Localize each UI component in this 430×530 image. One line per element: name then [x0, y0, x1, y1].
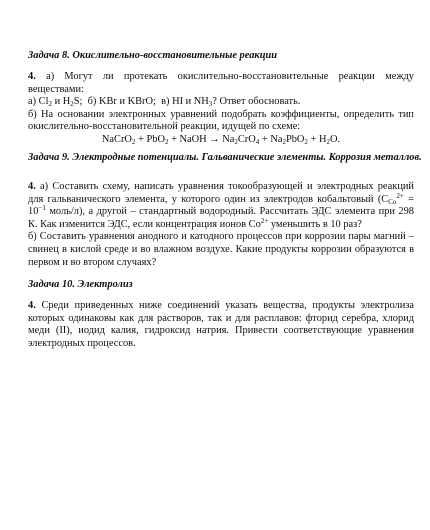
task9-body — [28, 181, 414, 269]
task8-equation: NaCrO$_2$ + PbO$_2$ + NaOH → $Na_2CrO_4 + Na_2PbO_2 + H_2O$. — [101, 133, 341, 146]
task9-part-b: б) Составить уравнения анодного и катодного процессов при коррозии пары магний – свинец в кислой среде и во влажном воздухе. Какие продукты коррозии образуются в первом и во втором случаях? — [28, 231, 414, 268]
task8-part-a — [28, 71, 414, 96]
task10-number: 4. — [28, 300, 36, 311]
task8-heading: Задача 8. Окислительно-восстановительные реакции — [28, 50, 278, 61]
task10-body — [28, 300, 414, 350]
task8-number: 4. — [28, 71, 36, 82]
task9-number: 4. — [28, 181, 36, 192]
task10-text-para — [28, 300, 414, 350]
task9-part-a: 4. а) Составить схему, написать уравнения токообразующей и электродных реакций для гальванического элемента, у которого один из электродов кобальтовый ($C_{Co}^{2+} = 10^{-1}$ моль/л), а другой – стандартный водородный. Рассчитать ЭДС элемента при 298 К. Как изменится ЭДС, если концентрация ионов $Co^{2+}$ уменьшить в 10 раз? — [28, 181, 414, 230]
task8-options: а) $Cl_2$ и $H_2S$; б) KBr и KBrO; в) HI и $NH_3$? Ответ обосновать. — [28, 96, 301, 109]
task8-body — [28, 71, 414, 147]
task10-text: Среди приведенных ниже соединений указать вещества, продукты электролиза которых одинаковы как для растворов, так и для расплавов: фторид серебра, хлорид меди (II), иодид калия, гидроксид натрия. Привести соответствующие уравнения электродных процессов. — [28, 300, 414, 349]
task8-part-b: б) На основании электронных уравнений подобрать коэффициенты, определить тип окислительно-восстановительной реакции, идущей по схеме: — [28, 108, 414, 133]
task9-heading: Задача 9. Электродные потенциалы. Гальванические элементы. Коррозия металлов. — [28, 152, 422, 163]
task10-heading: Задача 10. Электролиз — [28, 279, 133, 290]
task8-a-text: а) Могут ли протекать окислительно-восстановительные реакции между веществами: — [28, 71, 414, 95]
